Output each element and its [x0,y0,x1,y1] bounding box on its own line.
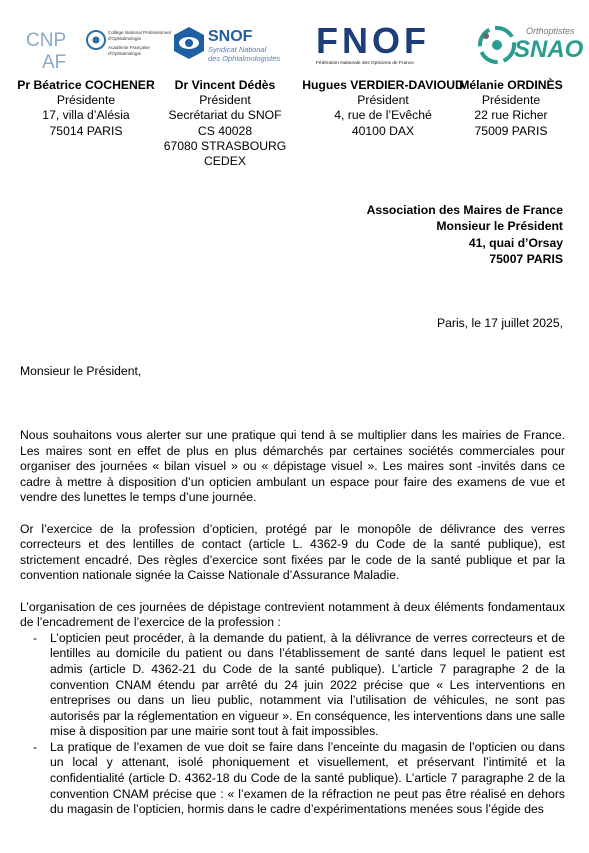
snao-wordmark: SNAO [514,36,584,63]
recipient-line: 75007 PARIS [489,251,563,266]
letter-body [20,428,565,818]
signatory-title: Président [199,93,251,108]
signatory-address-line: CS 40028 [197,123,253,138]
fnof-wordmark: FNOF [316,20,430,61]
signatory-address-line: 40100 DAX [351,123,415,138]
signatory-address-line: 75009 PARIS [474,123,548,138]
recipient-line: Association des Maires de France [366,203,563,217]
signatory-dedes [150,78,300,169]
letter-date: Paris, le 17 juillet 2025, [436,316,563,330]
snof-logo [172,22,292,72]
fnof-logo [316,22,448,72]
paragraph: L’organisation de ces journées de dépistage contrevient notamment à deux éléments fondamentaux de l’encadrement de l’exercice de la profession : [20,599,565,630]
logo-banner [0,22,589,72]
cnpaf-caption [108,30,178,57]
cnpaf-line-2: Académie Française d'Ophtalmologie [108,45,150,56]
cnpaf-line-1: Collège National Professionnel d'Ophtalmologie [108,30,171,41]
snof-sub-1: Syndicat National [208,45,267,54]
cnpaf-mark-bottom: AF [42,52,67,72]
snao-logo [476,22,584,72]
recipient-line: 41, quai d’Orsay [468,235,563,250]
snof-wordmark [208,24,278,46]
signatory-title: Présidente [56,93,116,108]
bullet-list [20,631,565,818]
snof-sub-2: des Ophtalmologistes [208,53,281,63]
signatory-cochener [11,78,161,139]
recipient-line: Monsieur le Président [436,219,563,234]
snao-subtitle: Orthoptistes [526,26,575,36]
snao-emblem-icon [476,24,518,66]
bullet-item: - La pratique de l’examen de vue doit se faire dans l’enceinte du magasin de l’opticien ou dans un local y attenant, isolé phoniquement et visuellement, et préservant l’intimité et la confidentialité (article D. 4362-18 du Code de la santé publique). L’article 7 paragraphe 2 de la convention CNAM précise que : « l’examen de la réfraction ne peut pas être réalisé en dehors du magasin de l’opticien, hormis dans le cadre d’expérimentations menées sous l’égide des [50,740,565,818]
signatory-address-line: 17, villa d’Alésia [42,108,130,123]
signatory-verdier-davioud [296,78,470,139]
paragraph: Or l’exercice de la profession d’opticien, protégé par le monopôle de délivrance des verres correcteurs et des lentilles de contact (article L. 4362-9 du Code de la santé publique), est strictement encadré. Des règles d’exercice sont fixées par le code de la santé publique et par la convention nationale signée la Caisse Nationale d’Assurance Maladie. [20,521,565,583]
signatory-name: Pr Béatrice COCHENER [17,78,155,92]
paragraph: Nous souhaitons vous alerter sur une pratique qui tend à se multiplier dans les mairies de France. Les maires sont en effet de plus en plus démarchés par certaines sociétés commerciales pour organiser des journées « bilan visuel » ou « dépistage visuel ». Les maires sont -invités dans ce cadre à mettre à disposition d’un opticien ambulant un espace pour faire des examens de vue et vendre des lunettes le temps d’une journée. [20,428,565,505]
signatory-address-line: 67080 STRASBOURG CEDEX [163,138,287,169]
svg-text:SNOF: SNOF [208,28,253,45]
fnof-subtitle: Fédération Nationale des Opticiens de France [316,61,414,66]
salutation: Monsieur le Président, [20,364,142,378]
signatory-address-line: Secrétariat du SNOF [168,108,282,123]
signatory-name: Mélanie ORDINÈS [459,78,563,92]
signatory-title: Présidente [481,93,541,108]
snof-emblem-icon [172,26,206,60]
snof-subtitle [208,46,280,63]
signatory-address-line: 75014 PARIS [49,123,123,138]
signatory-title: Président [357,93,409,108]
recipient-address [367,202,563,267]
cnpaf-logo [26,22,171,72]
signatory-name: Dr Vincent Dédès [174,78,276,92]
bullet-item: - L’opticien peut procéder, à la demande du patient, à la délivrance de verres correcteurs et de lentilles au domicile du patient ou dans l’établissement de santé dans lequel le patient est admis (article D. 4362-21 du Code de la santé publique). L’article 7 paragraphe 2 de la convention CNAM étendu par arrêté du 24 juin 2022 précise que « Les interventions en entreprises ou dans un lieu public, notamment via l’utilisation de véhicules, ne sont pas autorisés par la réglementation en vigueur ». En conséquence, les interventions dans une salle mise à disposition par une mairie sont tout à fait impossibles. [50,631,565,740]
signatory-address-line: 4, rue de l’Evêché [334,108,432,123]
cnpaf-mark-top: CNP [26,30,67,51]
signatory-name: Hugues VERDIER-DAVIOUD [302,78,464,92]
signatory-ordines [446,78,576,139]
signatory-address-line: 22 rue Richer [474,108,548,123]
